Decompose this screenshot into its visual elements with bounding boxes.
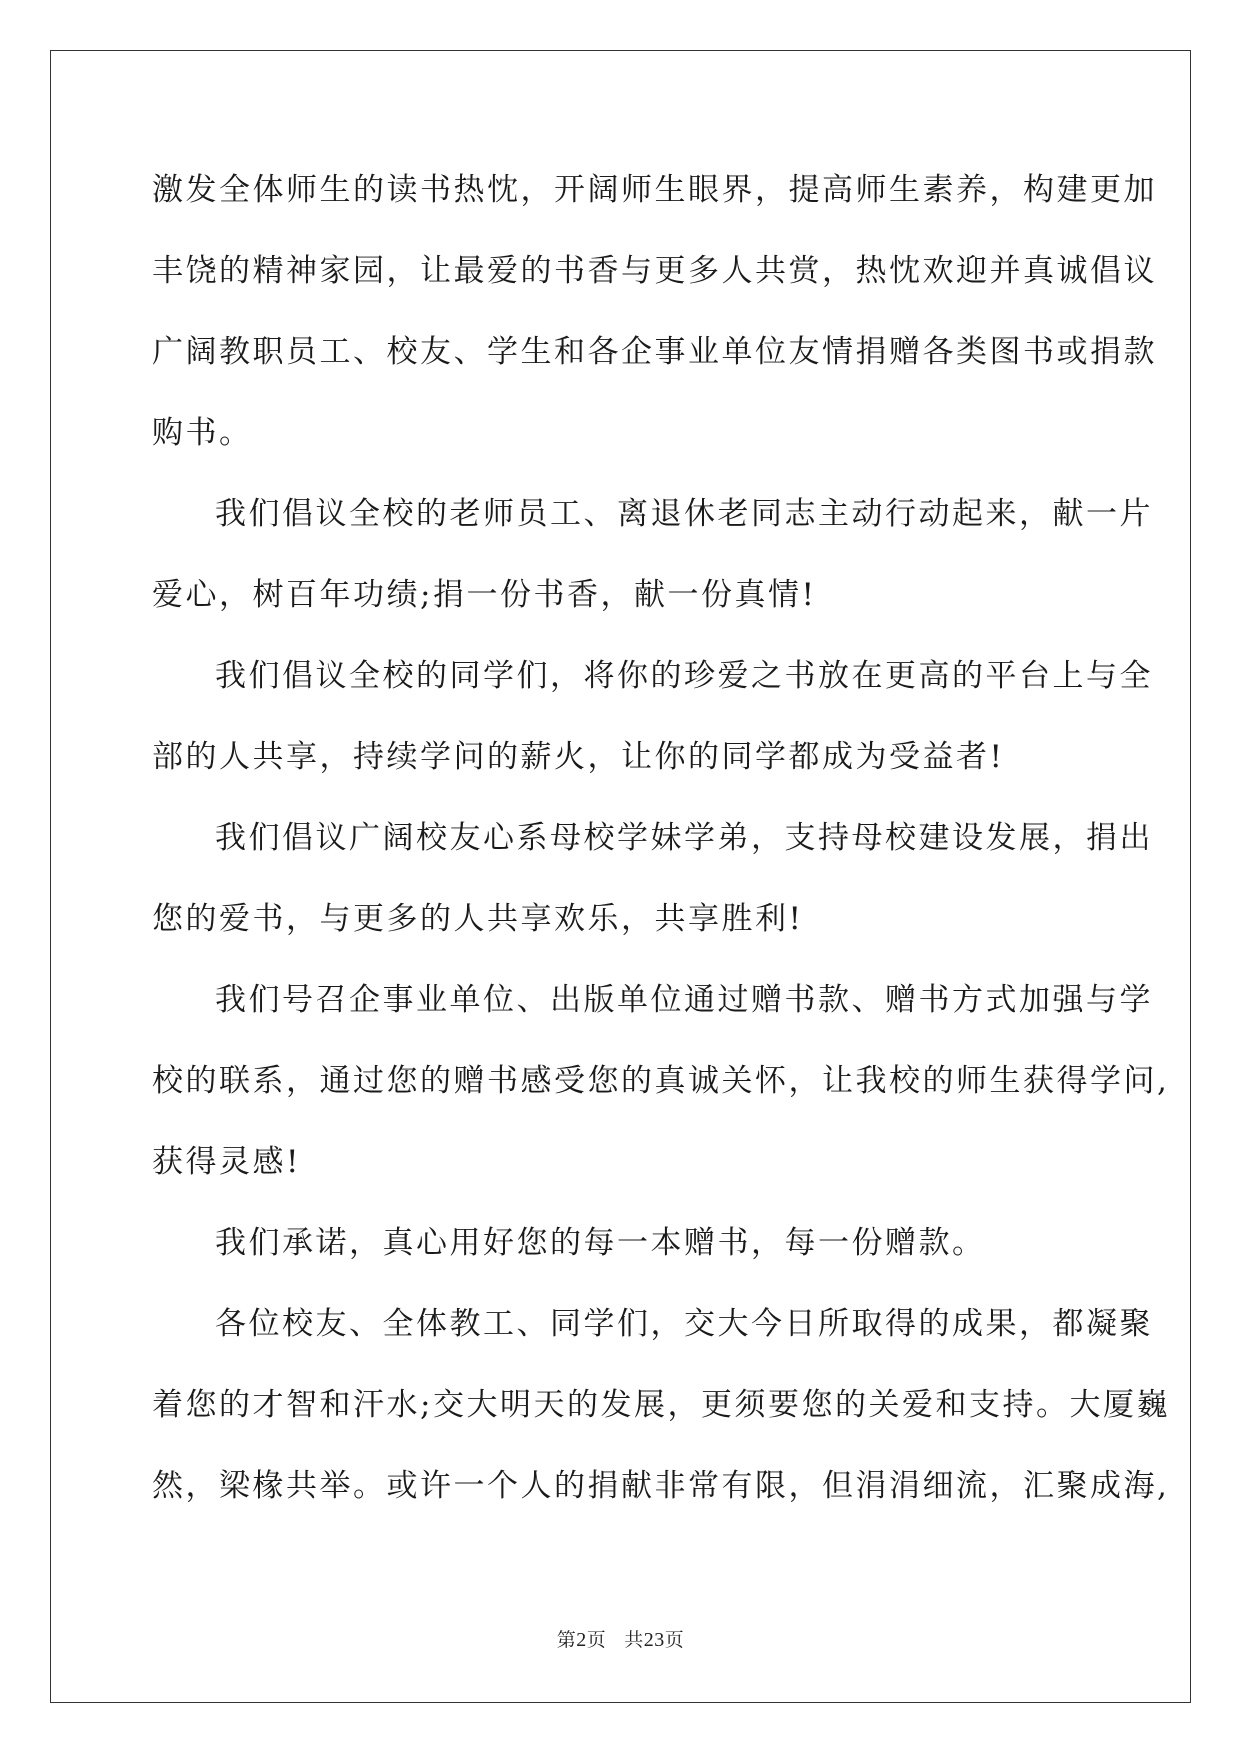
- text-line: 部的人共享，持续学问的薪火，让你的同学都成为受益者!: [152, 739, 1005, 775]
- document-body: [152, 160, 1170, 1537]
- page-footer: [0, 1625, 1241, 1652]
- text-line: 广阔教职员工、校友、学生和各企事业单位友情捐赠各类图书或捐款: [152, 334, 1157, 370]
- text-line: 校的联系，通过您的赠书感受您的真诚关怀，让我校的师生获得学问,: [152, 1063, 1170, 1099]
- text-line: 我们倡议广阔校友心系母校学妹学弟，支持母校建设发展，捐出: [215, 820, 1153, 856]
- total-page-count: 23: [643, 1629, 665, 1651]
- text-line: 购书。: [152, 415, 253, 451]
- text-line: 着您的才智和汗水;交大明天的发展，更须要您的关爱和支持。大厦巍: [152, 1387, 1170, 1423]
- text-line: 然，梁椽共举。或许一个人的捐献非常有限，但涓涓细流，汇聚成海,: [152, 1468, 1170, 1504]
- footer-prefix: 第: [556, 1629, 577, 1651]
- text-line: 我们倡议全校的同学们，将你的珍爱之书放在更高的平台上与全: [215, 658, 1153, 694]
- text-line: 丰饶的精神家园，让最爱的书香与更多人共赏，热忱欢迎并真诚倡议: [152, 253, 1157, 289]
- text-line: 各位校友、全体教工、同学们，交大今日所取得的成果，都凝聚: [215, 1306, 1153, 1342]
- text-line: 您的爱书，与更多的人共享欢乐，共享胜利!: [152, 901, 804, 937]
- text-line: 我们承诺，真心用好您的每一本赠书，每一份赠款。: [215, 1225, 986, 1261]
- text-line: 我们倡议全校的老师员工、离退休老同志主动行动起来，献一片: [215, 496, 1153, 532]
- text-line: 爱心，树百年功绩;捐一份书香，献一份真情!: [152, 577, 817, 613]
- footer-total-unit: 页: [664, 1629, 685, 1651]
- text-line: 获得灵感!: [152, 1144, 301, 1180]
- footer-page-unit: 页: [586, 1629, 607, 1651]
- text-line: 激发全体师生的读书热忱，开阔师生眼界，提高师生素养，构建更加: [152, 172, 1157, 208]
- text-line: 我们号召企事业单位、出版单位通过赠书款、赠书方式加强与学: [215, 982, 1153, 1018]
- footer-total-prefix: 共: [624, 1629, 644, 1651]
- current-page-number: 2: [576, 1629, 587, 1651]
